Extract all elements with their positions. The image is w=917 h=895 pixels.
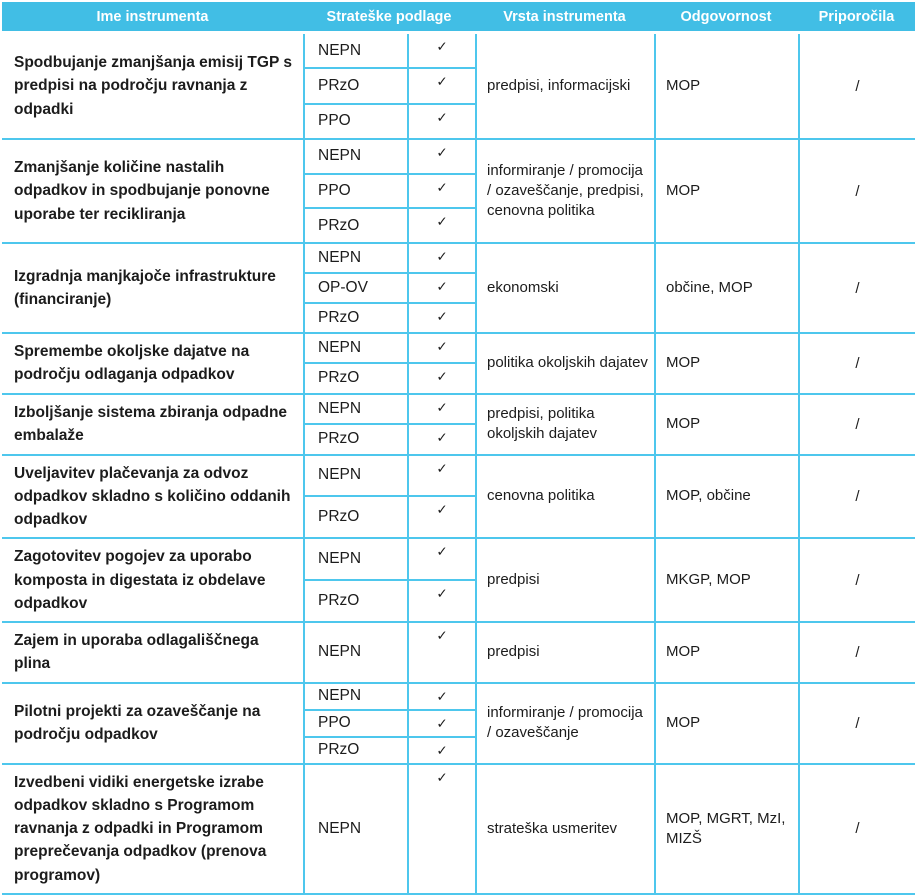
recommendations: / (798, 140, 915, 242)
table-row (2, 34, 915, 140)
checkmark-icon: ✓ (407, 244, 475, 272)
podlaga-label: PRzO (318, 76, 360, 94)
checkmark-icon: ✓ (407, 497, 475, 537)
instrument-type: predpisi, politika okoljskih dajatev (475, 395, 654, 454)
table-header-row (2, 2, 915, 31)
recommendations: / (798, 539, 915, 621)
podlaga-subrow (305, 709, 475, 736)
instrument-type: politika okoljskih dajatev (475, 334, 654, 393)
column-header-vrsta-instrumenta: Vrsta instrumenta (503, 8, 626, 25)
checkmark-icon: ✓ (407, 304, 475, 332)
table-row (2, 334, 915, 395)
recommendations: / (798, 244, 915, 332)
podlaga-subrow (305, 765, 475, 893)
responsibility: MOP, občine (654, 456, 798, 538)
strateske-podlage-cell (303, 395, 475, 454)
strateske-podlage-cell (303, 623, 475, 682)
checkmark-icon: ✓ (407, 711, 475, 736)
instrument-type: predpisi, informacijski (475, 34, 654, 138)
responsibility: MOP (654, 395, 798, 454)
recommendations: / (798, 395, 915, 454)
podlaga-label: NEPN (318, 339, 362, 357)
podlaga-subrow (305, 173, 475, 208)
podlaga-label: PRzO (318, 741, 360, 758)
checkmark-icon: ✓ (407, 209, 475, 242)
instrument-type: strateška usmeritev (475, 765, 654, 893)
podlaga-subrow (305, 244, 475, 272)
recommendations: / (798, 765, 915, 893)
instrument-name: Izvedbeni vidiki energetske izrabe odpadkov skladno s Programom ravnanja z odpadki in Programom preprečevanja odpadkov (prenova programov) (14, 773, 267, 884)
podlaga-subrow (305, 207, 475, 242)
table-row (2, 140, 915, 244)
checkmark-icon: ✓ (407, 175, 475, 208)
table-row (2, 684, 915, 765)
recommendations: / (798, 684, 915, 763)
podlaga-subrow (305, 495, 475, 537)
podlaga-subrow (305, 423, 475, 454)
strateske-podlage-cell (303, 34, 475, 138)
recommendations: / (798, 623, 915, 682)
podlaga-subrow (305, 623, 475, 682)
checkmark-icon: ✓ (407, 539, 475, 579)
responsibility: MOP (654, 140, 798, 242)
instrument-type: cenovna politika (475, 456, 654, 538)
podlaga-label: NEPN (318, 147, 362, 165)
checkmark-icon: ✓ (407, 34, 475, 67)
instrument-name: Zagotovitev pogojev za uporabo komposta in digestata iz obdelave odpadkov (14, 548, 266, 612)
table-row (2, 765, 915, 895)
podlaga-subrow (305, 103, 475, 138)
strateske-podlage-cell (303, 765, 475, 893)
checkmark-icon: ✓ (407, 105, 475, 138)
strateske-podlage-cell (303, 140, 475, 242)
podlaga-label: PRzO (318, 369, 360, 387)
instrument-name: Izboljšanje sistema zbiranja odpadne embalaže (14, 403, 288, 444)
table-row (2, 244, 915, 334)
recommendations: / (798, 34, 915, 138)
podlaga-label: OP-OV (318, 279, 368, 296)
strateske-podlage-cell (303, 456, 475, 538)
recommendations: / (798, 456, 915, 538)
recommendations: / (798, 334, 915, 393)
podlaga-subrow (305, 334, 475, 362)
column-header-odgovornost: Odgovornost (680, 8, 772, 25)
podlaga-subrow (305, 736, 475, 763)
strateske-podlage-cell (303, 334, 475, 393)
checkmark-icon: ✓ (407, 334, 475, 362)
column-header-priporocila: Priporočila (818, 8, 895, 25)
instrument-type: ekonomski (475, 244, 654, 332)
instrument-name: Spremembe okoljske dajatve na področju odlaganja odpadkov (14, 343, 250, 384)
column-header-ime-instrumenta: Ime instrumenta (96, 8, 209, 25)
podlaga-label: NEPN (318, 819, 362, 837)
podlaga-label: PRzO (318, 309, 360, 326)
strateske-podlage-cell (303, 684, 475, 763)
checkmark-icon: ✓ (407, 738, 475, 763)
table-row (2, 456, 915, 540)
strateske-podlage-cell (303, 539, 475, 621)
responsibility: MOP (654, 334, 798, 393)
podlaga-label: PPO (318, 182, 351, 199)
instrument-name: Pilotni projekti za ozaveščanje na področju odpadkov (14, 702, 261, 743)
podlaga-label: PPO (318, 714, 351, 731)
table-row (2, 539, 915, 623)
responsibility: MOP (654, 34, 798, 138)
checkmark-icon: ✓ (407, 623, 475, 682)
responsibility: MOP (654, 623, 798, 682)
checkmark-icon: ✓ (407, 69, 475, 102)
column-header-strateske-podlage: Strateške podlage (326, 8, 452, 25)
podlaga-subrow (305, 539, 475, 579)
responsibility: MOP, MGRT, MzI, MIZŠ (654, 765, 798, 893)
podlaga-subrow (305, 272, 475, 302)
checkmark-icon: ✓ (407, 765, 475, 893)
podlaga-subrow (305, 34, 475, 67)
podlaga-subrow (305, 456, 475, 496)
podlaga-subrow (305, 362, 475, 392)
strateske-podlage-cell (303, 244, 475, 332)
podlaga-label: PRzO (318, 508, 360, 526)
podlaga-label: PRzO (318, 430, 360, 448)
podlaga-subrow (305, 684, 475, 709)
checkmark-icon: ✓ (407, 425, 475, 454)
instruments-table (2, 2, 915, 895)
podlaga-label: NEPN (318, 41, 362, 59)
podlaga-label: PRzO (318, 216, 360, 234)
responsibility: občine, MOP (654, 244, 798, 332)
table-row (2, 395, 915, 456)
podlaga-subrow (305, 67, 475, 102)
instrument-name: Zajem in uporaba odlagališčnega plina (14, 632, 259, 673)
instrument-type: predpisi (475, 623, 654, 682)
podlaga-subrow (305, 395, 475, 424)
checkmark-icon: ✓ (407, 274, 475, 302)
podlaga-label: NEPN (318, 249, 362, 266)
podlaga-label: NEPN (318, 550, 362, 568)
podlaga-label: NEPN (318, 466, 362, 484)
instrument-type: informiranje / promocija / ozaveščanje (475, 684, 654, 763)
instrument-type: informiranje / promocija / ozaveščanje, predpisi, cenovna politika (475, 140, 654, 242)
checkmark-icon: ✓ (407, 395, 475, 424)
responsibility: MKGP, MOP (654, 539, 798, 621)
checkmark-icon: ✓ (407, 456, 475, 496)
checkmark-icon: ✓ (407, 364, 475, 392)
podlaga-subrow (305, 140, 475, 173)
instrument-name: Uveljavitev plačevanja za odvoz odpadkov skladno s količino oddanih odpadkov (14, 464, 291, 528)
podlaga-label: PPO (318, 112, 351, 130)
checkmark-icon: ✓ (407, 581, 475, 621)
podlaga-subrow (305, 302, 475, 332)
checkmark-icon: ✓ (407, 140, 475, 173)
table-row (2, 623, 915, 684)
instrument-name: Zmanjšanje količine nastalih odpadkov in spodbujanje ponovne uporabe ter recikliranja (14, 159, 270, 223)
podlaga-label: NEPN (318, 687, 362, 704)
podlaga-label: NEPN (318, 399, 362, 417)
responsibility: MOP (654, 684, 798, 763)
podlaga-subrow (305, 579, 475, 621)
checkmark-icon: ✓ (407, 684, 475, 709)
instrument-name: Izgradnja manjkajoče infrastrukture (financiranje) (14, 267, 276, 308)
podlaga-label: PRzO (318, 592, 360, 610)
podlaga-label: NEPN (318, 643, 362, 661)
instrument-name: Spodbujanje zmanjšanja emisij TGP s predpisi na področju ravnanja z odpadki (14, 54, 292, 118)
instrument-type: predpisi (475, 539, 654, 621)
